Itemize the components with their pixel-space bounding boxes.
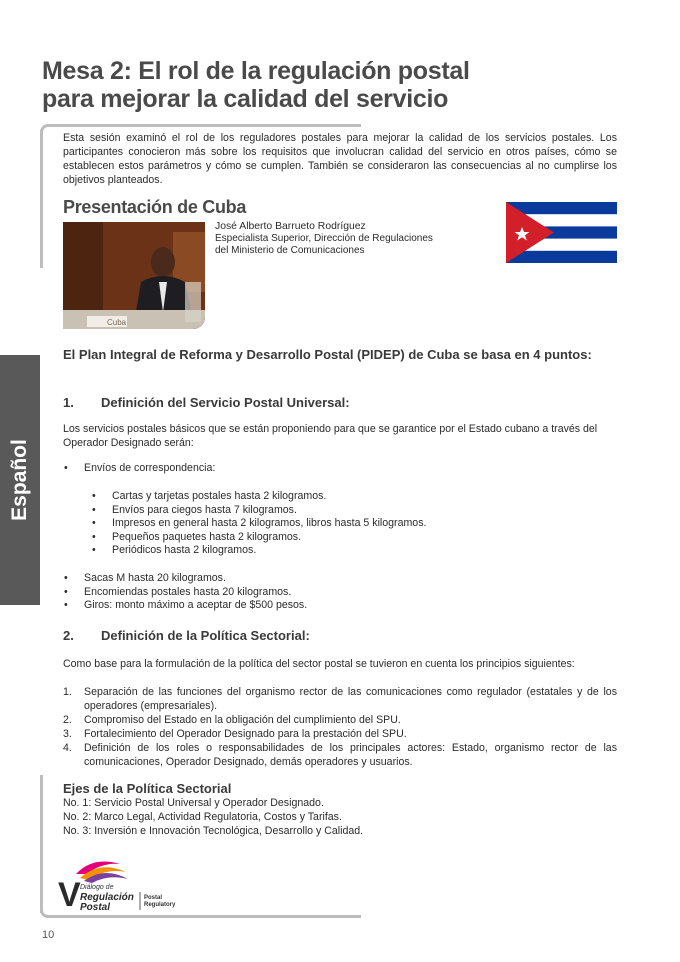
list-item: • Giros: monto máximo a aceptar de $500 pesos.: [84, 599, 614, 613]
frame-side-divider-lower: [40, 775, 43, 913]
list-item: • Periódicos hasta 2 kilogramos.: [112, 544, 612, 558]
list-number: 4.: [63, 742, 72, 754]
section-2-number: 2.: [63, 628, 74, 643]
title-line-1: Mesa 2: El rol de la regulación postal: [42, 57, 470, 85]
section-2-heading: [63, 628, 310, 643]
list-item: [63, 727, 617, 741]
list-text: Fortalecimiento del Operador Designado para la prestación del SPU.: [84, 728, 407, 740]
pidep-lead: El Plan Integral de Reforma y Desarrollo Postal (PIDEP) de Cuba se basa en 4 puntos:: [63, 347, 592, 362]
list-text: Separación de las funciones del organismo rector de las comunicaciones como regulador (estatales y de los operadores (empresariales).: [84, 686, 617, 712]
event-logo: [58, 852, 178, 914]
section-1-sublist: [112, 490, 612, 558]
list-item: • Encomiendas postales hasta 20 kilogramos.: [84, 586, 614, 600]
title-line-2: para mejorar la calidad del servicio: [42, 85, 449, 113]
logo-line-1: Diálogo de: [80, 884, 114, 891]
axes-title: Ejes de la Política Sectorial: [63, 781, 232, 796]
list-text: Definición de los roles o responsabilidades de los principales actores: Estado, organismo rector de las comunicaciones, Operador Designado, demás operadores y usuarios.: [84, 742, 617, 768]
presenter-name: José Alberto Barrueto Rodríguez: [215, 221, 366, 232]
list-item: • Envíos para ciegos hasta 7 kilogramos.: [112, 504, 612, 518]
list-item: [63, 685, 617, 713]
list-item: • Cartas y tarjetas postales hasta 2 kilogramos.: [112, 490, 612, 504]
axes-line-3: No. 3: Inversión e Innovación Tecnológica, Desarrollo y Calidad.: [63, 825, 364, 837]
logo-line-3: Postal: [80, 902, 111, 913]
list-item: • Sacas M hasta 20 kilogramos.: [84, 572, 614, 586]
section-1-heading: [63, 395, 350, 410]
logo-line-2: Regulación: [80, 892, 134, 903]
presenter-photo: [63, 222, 205, 329]
section-1-intro: Los servicios postales básicos que se están proponiendo para que se garantice por el Estado cubano a través del Operador Designado serán:: [63, 423, 598, 449]
section-2-title: Definición de la Política Sectorial:: [101, 628, 310, 643]
page-number: 10: [42, 929, 55, 941]
presenter-role-1: Especialista Superior, Dirección de Regulaciones: [215, 233, 433, 244]
presentation-heading: Presentación de Cuba: [63, 197, 247, 217]
section-2-intro: Como base para la formulación de la política del sector postal se tuvieron en cuenta los principios siguientes:: [63, 658, 575, 670]
intro-paragraph: Esta sesión examinó el rol de los reguladores postales para mejorar la calidad de los servicios postales. Los participantes conocieron más sobre los requisitos que involucran calidad del servicio en otros países, cómo se establecen estos parámetros y cómo se cumplen. También se consideraron las consecuencias al no cumplirse los objetivos planteados.: [63, 132, 617, 186]
logo-right-1: Postal: [144, 895, 163, 901]
frame-side-divider: [40, 130, 43, 268]
cuba-flag-icon: [506, 202, 617, 263]
list-number: 1.: [63, 686, 72, 698]
list-item: [63, 713, 617, 727]
list-number: 2.: [63, 714, 72, 726]
section-1-title: Definición del Servicio Postal Universal:: [101, 395, 350, 410]
list-item: • Pequeños paquetes hasta 2 kilogramos.: [112, 531, 612, 545]
section-1-number: 1.: [63, 395, 74, 410]
list-item: • Envíos de correspondencia:: [84, 462, 614, 476]
list-item: • Impresos en general hasta 2 kilogramos, libros hasta 5 kilogramos.: [112, 517, 612, 531]
language-side-tab: [0, 355, 40, 605]
logo-right-2: Regulatory: [144, 902, 176, 908]
section-2-list: [63, 685, 617, 769]
axes-line-2: No. 2: Marco Legal, Actividad Regulatoria, Costos y Tarifas.: [63, 811, 342, 823]
axes-line-1: No. 1: Servicio Postal Universal y Operador Designado.: [63, 797, 324, 809]
list-number: 3.: [63, 728, 72, 740]
list-text: Compromiso del Estado en la obligación del cumplimiento del SPU.: [84, 714, 401, 726]
logo-v: V: [58, 876, 81, 914]
presenter-role-2: del Ministerio de Comunicaciones: [215, 245, 365, 256]
policy-axes: [63, 781, 463, 838]
page-title: [42, 57, 642, 113]
list-item: [63, 741, 617, 769]
section-1-list-rest: [84, 572, 614, 613]
presenter-info: [215, 221, 433, 257]
language-label: Español: [8, 439, 31, 521]
presenter-illustration: [63, 222, 205, 329]
section-1-list: [84, 462, 614, 476]
photo-caption: Cuba: [107, 318, 127, 327]
